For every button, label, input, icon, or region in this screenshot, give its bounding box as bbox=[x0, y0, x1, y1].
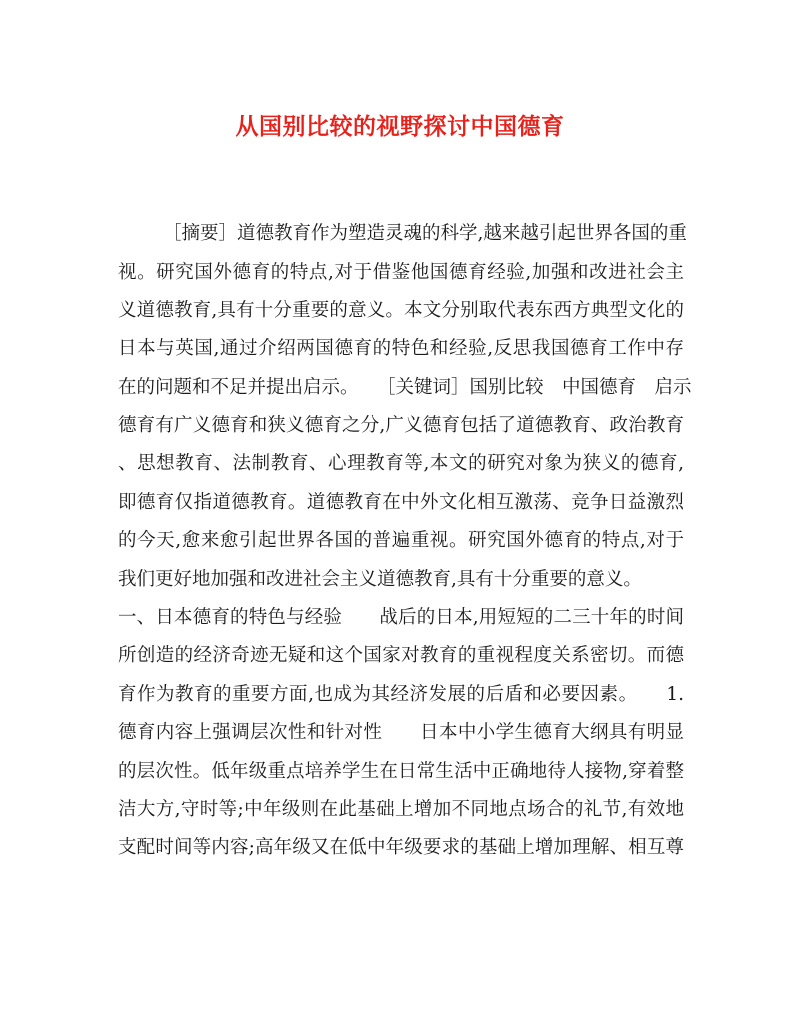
text-line: 我们更好地加强和改进社会主义道德教育,具有十分重要的意义。 bbox=[118, 569, 642, 590]
text-line: 一、日本德育的特色与经验 战后的日本,用短短的二三十年的时间 bbox=[118, 607, 684, 628]
text-line: ［摘要］道德教育作为塑造灵魂的科学,越来越引起世界各国的重 bbox=[163, 223, 687, 244]
text-line: 、思想教育、法制教育、心理教育等,本文的研究对象为狭义的德育, bbox=[118, 453, 684, 474]
text-line: 支配时间等内容;高年级又在低中年级要求的基础上增加理解、相互尊 bbox=[118, 837, 684, 858]
text-line: 视。研究国外德育的特点,对于借鉴他国德育经验,加强和改进社会主 bbox=[118, 262, 684, 283]
text-line: 的层次性。低年级重点培养学生在日常生活中正确地待人接物,穿着整 bbox=[118, 761, 684, 782]
text-line: 所创造的经济奇迹无疑和这个国家对教育的重视程度关系密切。而德 bbox=[118, 645, 684, 666]
text-line: 在的问题和不足并提出启示。 ［关键词］国别比较 中国德育 启示 bbox=[118, 377, 692, 398]
text-line: 育作为教育的重要方面,也成为其经济发展的后盾和必要因素。 1. bbox=[118, 684, 684, 705]
document-title: 从国别比较的视野探讨中国德育 bbox=[235, 113, 565, 140]
text-line: 德育有广义德育和狭义德育之分,广义德育包括了道德教育、政治教育 bbox=[118, 415, 684, 436]
text-line: 德育内容上强调层次性和针对性 日本中小学生德育大纲具有明显 bbox=[118, 722, 684, 743]
text-line: 即德育仅指道德教育。道德教育在中外文化相互激荡、竞争日益激烈 bbox=[118, 492, 684, 513]
text-line: 日本与英国,通过介绍两国德育的特色和经验,反思我国德育工作中存 bbox=[118, 338, 684, 359]
text-line: 义道德教育,具有十分重要的意义。本文分别取代表东西方典型文化的 bbox=[118, 300, 684, 321]
text-line: 的今天,愈来愈引起世界各国的普遍重视。研究国外德育的特点,对于 bbox=[118, 530, 684, 551]
text-line: 洁大方,守时等;中年级则在此基础上增加不同地点场合的礼节,有效地 bbox=[118, 799, 684, 820]
